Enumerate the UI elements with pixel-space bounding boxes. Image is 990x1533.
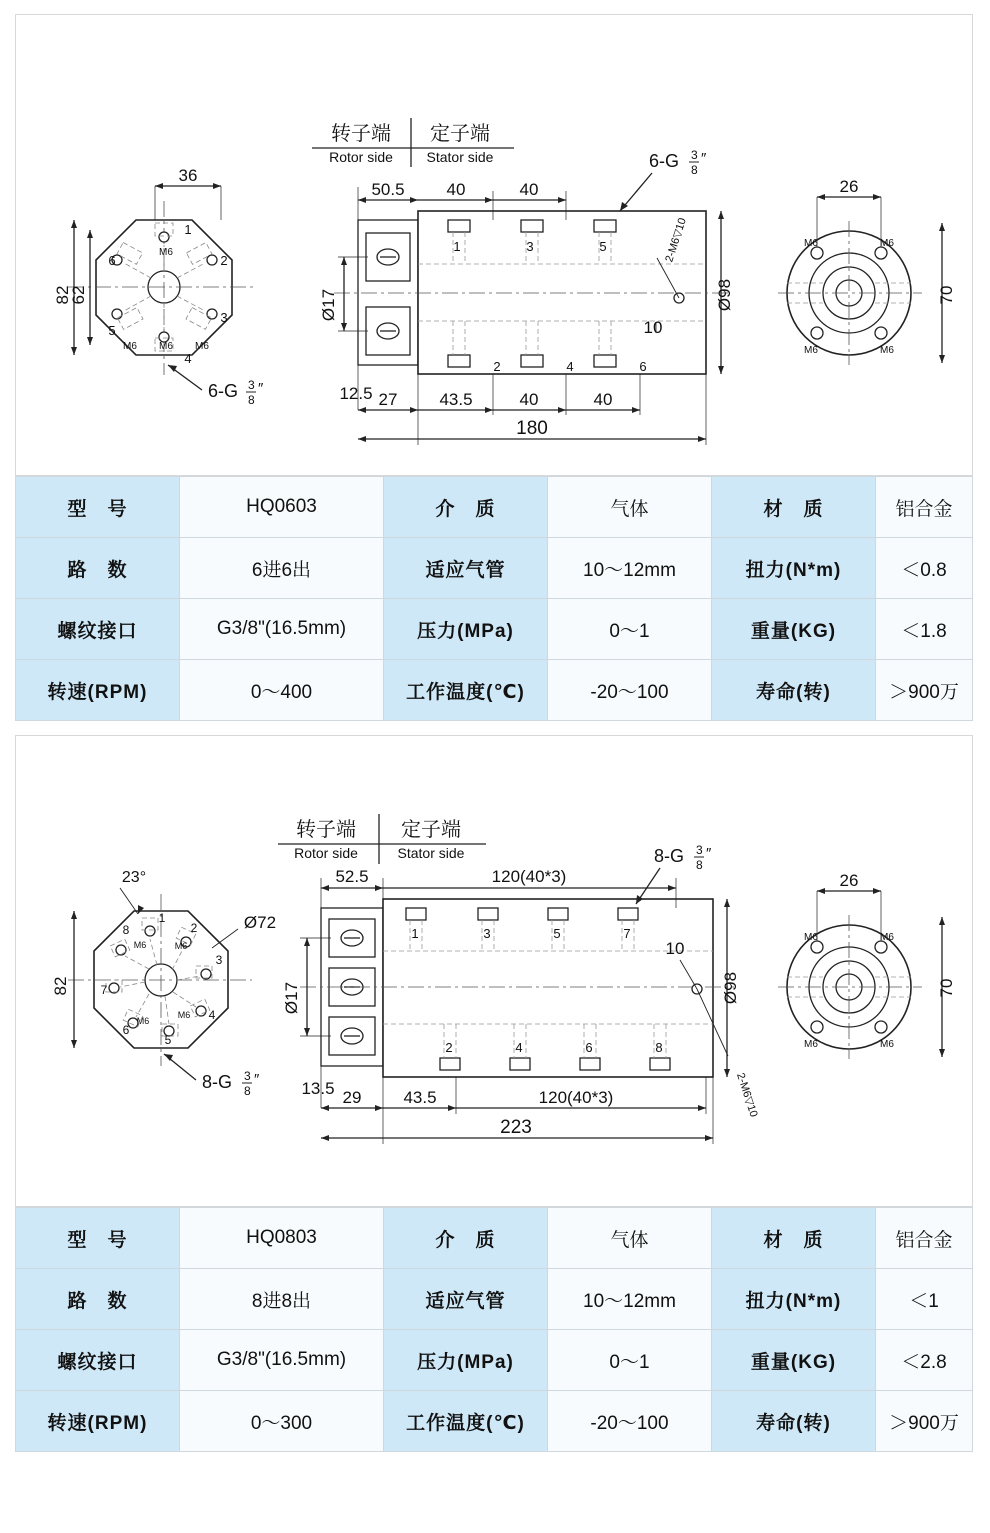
cell2-medium-value: 气体 [548,1208,712,1269]
cell-weight-label: 重量(KG) [712,599,876,660]
cell-rpm-label: 转速(RPM) [16,660,180,721]
cell-model-label: 型 号 [16,477,180,538]
cell2-thread-value: G3/8"(16.5mm) [180,1330,384,1391]
cell2-weight-label: 重量(KG) [712,1330,876,1391]
cell-rpm-value: 0～400 [180,660,384,721]
stator-side-en-2: Stator side [397,845,465,861]
dim-40-d: 40 [593,390,613,409]
rotor-side-cn: 转子端 [331,123,391,145]
left2-m6-c: M6 [177,1010,191,1020]
front-view-hq0603 [319,148,734,445]
front2-thread-callout: 8-G [654,846,685,866]
dim2-82: 82 [51,976,70,996]
section-divider [0,721,990,735]
left2-m6-b: M6 [133,940,147,950]
front2-thread-num: 3 [696,843,703,857]
cell2-temp-label: 工作温度(℃) [384,1391,548,1452]
left2-port-3: 3 [215,953,223,967]
dim-40-b: 40 [519,180,539,199]
dim2-70: 70 [937,978,956,998]
cell2-channels-label: 路 数 [16,1269,180,1330]
front-view-hq0803 [282,843,760,1144]
cell2-temp-value: -20～100 [548,1391,712,1452]
stator-side-en: Stator side [426,149,494,165]
left-port-1: 1 [184,222,192,237]
cell-material-value: 铝合金 [876,477,973,538]
dim-27: 27 [378,390,398,409]
cell2-model-label: 型 号 [16,1208,180,1269]
left2-port-4: 4 [208,1008,216,1022]
front-thread-den: 8 [691,163,698,177]
cell2-torque-label: 扭力(N*m) [712,1269,876,1330]
table-row [16,660,973,721]
left-thread-unit: ″ [258,380,264,397]
cell-channels-label: 路 数 [16,538,180,599]
left-view-hq0603 [53,166,264,407]
table-row [16,1269,973,1330]
left2-m6-d: M6 [136,1016,150,1026]
left-view-hq0803 [51,869,276,1098]
cell2-life-label: 寿命(转) [712,1391,876,1452]
front2-bot-port-6: 6 [585,1040,593,1055]
dim-40-a: 40 [446,180,466,199]
cell2-tube-value: 10～12mm [548,1269,712,1330]
cell-temp-value: -20～100 [548,660,712,721]
section-hq0603 [15,0,975,721]
dim-d17: Ø17 [319,288,338,322]
dim2-120-top: 120(40*3) [491,867,567,886]
right-m6-d: M6 [880,345,894,356]
left-m6-b: M6 [159,341,173,352]
front2-bot-port-8: 8 [655,1040,663,1055]
dim-d72: Ø72 [243,913,277,932]
left-port-3: 3 [220,310,228,325]
left-m6-c: M6 [195,341,209,352]
stator-side-cn-2: 定子端 [401,819,461,841]
left2-m6-a: M6 [174,941,188,951]
front2-bot-port-4: 4 [515,1040,523,1055]
cell2-channels-value: 8进8出 [180,1269,384,1330]
cell2-tube-label: 适应气管 [384,1269,548,1330]
front2-top-port-1: 1 [411,926,419,941]
m6-depth-note-2: 2-M6▽10 [734,1071,760,1119]
dim2-13-5: 13.5 [301,1079,335,1098]
dim-12-5: 12.5 [339,384,373,403]
cell2-model-value: HQ0803 [180,1208,384,1269]
dim-36: 36 [178,166,198,185]
left-thread-num: 3 [248,378,255,392]
cell2-torque-value: ＜1 [876,1269,973,1330]
right-m6-a: M6 [804,238,818,249]
table-row [16,477,973,538]
cell-life-label: 寿命(转) [712,660,876,721]
cell-life-value: ＞900万 [876,660,973,721]
cell2-pressure-label: 压力(MPa) [384,1330,548,1391]
dim-10: 10 [643,318,663,337]
section-hq0803 [15,735,975,1452]
left2-port-2: 2 [190,921,198,935]
drawing-hq0603 [15,14,973,476]
table-row [16,538,973,599]
drawing-svg-hq0803 [16,736,974,1206]
cell2-rpm-label: 转速(RPM) [16,1391,180,1452]
cell-medium-value: 气体 [548,477,712,538]
table-row [16,1391,973,1452]
front2-thread-unit: ″ [706,845,712,862]
left2-port-1: 1 [158,911,166,925]
front2-top-port-5: 5 [553,926,561,941]
spec-table-hq0803 [15,1207,973,1452]
m6-depth-note: 2-M6▽10 [663,216,689,264]
front-top-port-1: 1 [453,239,461,254]
dim-62: 62 [69,285,88,305]
cell2-life-value: ＞900万 [876,1391,973,1452]
cell2-weight-value: ＜2.8 [876,1330,973,1391]
right-view-hq0803 [778,871,956,1059]
spec-table-hq0603 [15,476,973,721]
left2-port-8: 8 [122,923,130,937]
dim-180: 180 [516,418,548,439]
dim-angle-23: 23° [121,869,147,886]
front-bot-port-6: 6 [639,359,647,374]
left-m6-a: M6 [159,247,173,258]
cell2-material-label: 材 质 [712,1208,876,1269]
dim2-d17: Ø17 [282,981,301,1015]
cell2-material-value: 铝合金 [876,1208,973,1269]
cell-weight-value: ＜1.8 [876,599,973,660]
stator-side-cn: 定子端 [430,123,490,145]
left-port-6: 6 [108,253,116,268]
cell2-rpm-value: 0～300 [180,1391,384,1452]
dim2-26: 26 [839,871,859,890]
front-thread-callout: 6-G [649,151,680,171]
dim2-d98: Ø98 [721,971,740,1005]
cell-thread-value: G3/8"(16.5mm) [180,599,384,660]
front2-top-port-3: 3 [483,926,491,941]
dim-50-5: 50.5 [371,180,405,199]
front-thread-num: 3 [691,148,698,162]
dim2-10: 10 [665,939,685,958]
cell-model-value: HQ0603 [180,477,384,538]
right2-m6-c: M6 [804,1039,818,1050]
cell-tube-value: 10～12mm [548,538,712,599]
dim2-120-bottom: 120(40*3) [538,1088,614,1107]
left2-port-6: 6 [122,1023,130,1037]
drawing-svg-hq0603 [16,15,974,475]
cell2-medium-label: 介 质 [384,1208,548,1269]
dim-26: 26 [839,177,859,196]
cell-pressure-label: 压力(MPa) [384,599,548,660]
table-row [16,1208,973,1269]
table-row [16,599,973,660]
cell-medium-label: 介 质 [384,477,548,538]
dim-70: 70 [937,285,956,305]
front-bot-port-4: 4 [566,359,574,374]
front-top-port-5: 5 [599,239,607,254]
cell2-pressure-value: 0～1 [548,1330,712,1391]
drawing-hq0803 [15,735,973,1207]
front2-top-port-7: 7 [623,926,631,941]
right2-m6-d: M6 [880,1039,894,1050]
cell-thread-label: 螺纹接口 [16,599,180,660]
dim-82: 82 [53,285,72,305]
front2-bot-port-2: 2 [445,1040,453,1055]
left-m6-d: M6 [123,341,137,352]
left2-port-5: 5 [164,1033,172,1047]
right-m6-b: M6 [880,238,894,249]
left2-thread-den: 8 [244,1084,251,1098]
left2-thread-callout: 8-G [202,1072,233,1092]
dim-43-5: 43.5 [439,390,473,409]
right-m6-c: M6 [804,345,818,356]
dim2-223: 223 [500,1117,532,1138]
dim-d98: Ø98 [715,278,734,312]
cell-torque-value: ＜0.8 [876,538,973,599]
cell2-thread-label: 螺纹接口 [16,1330,180,1391]
cell-tube-label: 适应气管 [384,538,548,599]
left-port-4: 4 [184,351,192,366]
dim2-43-5: 43.5 [403,1088,437,1107]
cell-torque-label: 扭力(N*m) [712,538,876,599]
right-view-hq0603 [778,177,956,365]
left-thread-den: 8 [248,393,255,407]
left2-port-7: 7 [100,983,108,997]
left2-thread-unit: ″ [254,1071,260,1088]
rotor-side-en-2: Rotor side [294,845,358,861]
dim2-29: 29 [342,1088,362,1107]
dim-40-c: 40 [519,390,539,409]
front-bot-port-2: 2 [493,359,501,374]
dim2-52-5: 52.5 [335,867,369,886]
left-port-2: 2 [220,253,228,268]
rotor-side-cn-2: 转子端 [296,819,356,841]
front2-thread-den: 8 [696,858,703,872]
right2-m6-b: M6 [880,932,894,943]
front-thread-unit: ″ [701,150,707,167]
cell-temp-label: 工作温度(℃) [384,660,548,721]
cell-pressure-value: 0～1 [548,599,712,660]
right2-m6-a: M6 [804,932,818,943]
cell-material-label: 材 质 [712,477,876,538]
left-thread-callout: 6-G [208,381,239,401]
cell-channels-value: 6进6出 [180,538,384,599]
left2-thread-num: 3 [244,1069,251,1083]
left-port-5: 5 [108,323,116,338]
rotor-side-en: Rotor side [329,149,393,165]
table-row [16,1330,973,1391]
front-top-port-3: 3 [526,239,534,254]
